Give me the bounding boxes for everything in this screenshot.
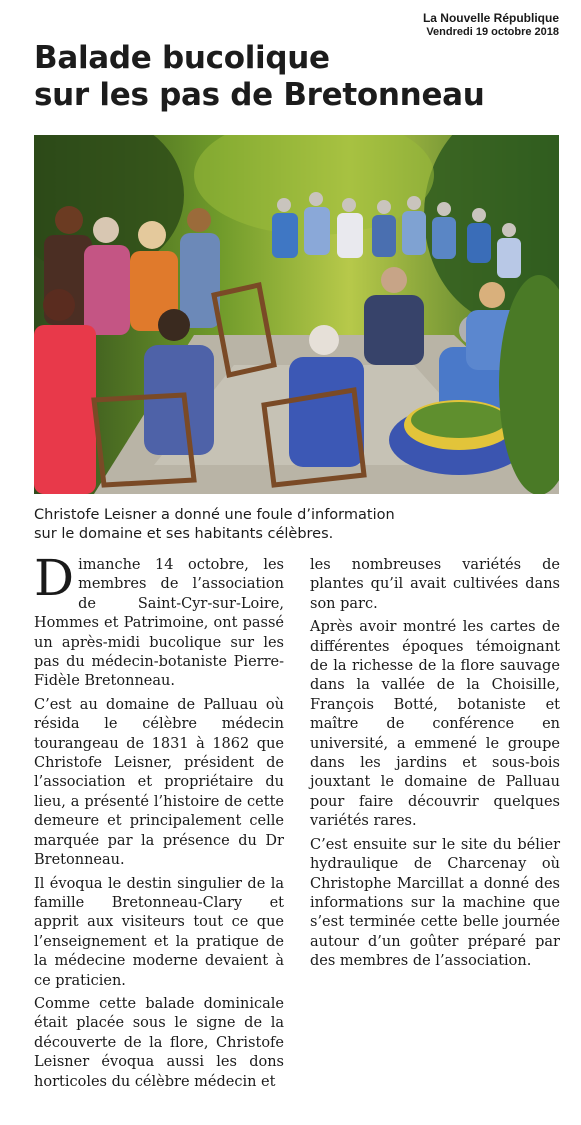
- article-paragraph-continued: les nombreuses variétés de plantes qu’il avait cultivées dans son parc.: [310, 557, 560, 612]
- article-photo: [34, 135, 559, 494]
- article-paragraph: Après avoir montré les cartes de différentes époques témoignant de la richesse de la flore sauvage dans la vallée de la Choisille, François Botté, botaniste et maître de conférence en université, a emmené le groupe dans les jardins et sous-bois jouxtant le domaine de Palluau pour faire découvrir quelques variétés rares.: [310, 619, 560, 830]
- article-paragraph: Il évoqua le destin singulier de la famille Bretonneau-Clary et apprit aux visiteurs tout ce que l’enseignement et la pratique de la médecine moderne devaient à ce praticien.: [34, 875, 284, 989]
- article-column-left: [34, 549, 284, 1096]
- newspaper-name: La Nouvelle République: [422, 11, 559, 25]
- headline-line-1: Balade bucolique: [34, 40, 330, 76]
- photo-caption: [34, 506, 559, 544]
- article-paragraph: C’est ensuite sur le site du bélier hydraulique de Charcenay où Christophe Marcillat a donné des informations sur la machine que s’est terminée cette belle journée autour d’un goûter préparé par des membres de l’association.: [310, 836, 560, 970]
- article-column-right: [310, 556, 560, 976]
- paragraph-text: imanche 14 octobre, les membres de l’association de Saint-Cyr-sur-Loire, Hommes et Patrimoine, ont passé un après-midi bucolique sur les pas du médecin-botaniste Pierre-Fidèle Bretonneau.: [34, 557, 284, 690]
- article-paragraph: C’est au domaine de Palluau où résida le célèbre médecin tourangeau de 1831 à 1862 que Christofe Leisner, président de l’association et propriétaire du lieu, a présenté l’histoire de cette demeure et principalement celle marquée par la présence du Dr Bretonneau.: [34, 696, 284, 869]
- masthead: [423, 12, 559, 38]
- article-paragraph: Comme cette balade dominicale était placée sous le signe de la découverte de la flore, Christofe Leisner évoqua aussi les dons horticoles du célèbre médecin et: [34, 995, 284, 1090]
- caption-line-1: Christofe Leisner a donné une foule d’information: [34, 507, 395, 523]
- article-paragraph: [34, 549, 284, 692]
- drop-cap: D: [34, 549, 75, 607]
- article-headline: [34, 40, 554, 114]
- group-photo-icon: [34, 135, 559, 494]
- caption-line-2: sur le domaine et ses habitants célèbres.: [34, 526, 334, 542]
- publication-date: Vendredi 19 octobre 2018: [426, 25, 559, 38]
- headline-line-2: sur les pas de Bretonneau: [34, 77, 485, 113]
